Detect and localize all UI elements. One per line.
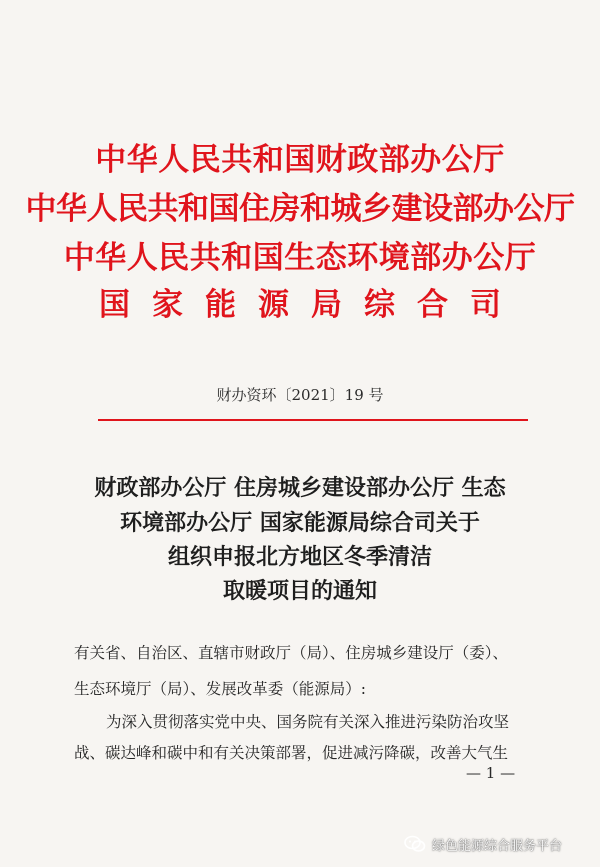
addressee-line: 有关省、自治区、直辖市财政厅（局）、住房城乡建设厅（委）、 — [74, 644, 509, 662]
body-paragraph-line: 为深入贯彻落实党中央、国务院有关深入推进污染防治攻坚 — [106, 713, 510, 731]
body-paragraph-line: 战、碳达峰和碳中和有关决策部署，促进减污降碳，改善大气生 — [74, 744, 509, 762]
issuer-title-energy: 国家能源局综合司 — [99, 287, 523, 323]
red-divider-line — [98, 419, 528, 421]
addressee-line: 生态环境厅（局）、发展改革委（能源局）: — [74, 680, 366, 698]
document-number: 财办资环〔2021〕19 号 — [216, 386, 384, 404]
wechat-watermark — [404, 832, 562, 856]
notice-title-line: 组织申报北方地区冬季清洁 — [167, 544, 432, 570]
issuer-title-finance: 中华人民共和国财政部办公厅 — [95, 142, 505, 178]
notice-title-line: 财政部办公厅 住房城乡建设部办公厅 生态 — [94, 475, 506, 501]
issuer-title-housing: 中华人民共和国住房和城乡建设部办公厅 — [25, 191, 575, 227]
watermark-account-name: 绿色能源综合服务平台 — [432, 838, 563, 854]
notice-title-line: 取暖项目的通知 — [222, 578, 377, 604]
wechat-icon — [404, 835, 426, 853]
page-number: — 1 — — [466, 764, 516, 782]
issuer-title-ecology: 中华人民共和国生态环境部办公厅 — [63, 240, 537, 276]
notice-title-line: 环境部办公厅 国家能源局综合司关于 — [120, 510, 480, 536]
